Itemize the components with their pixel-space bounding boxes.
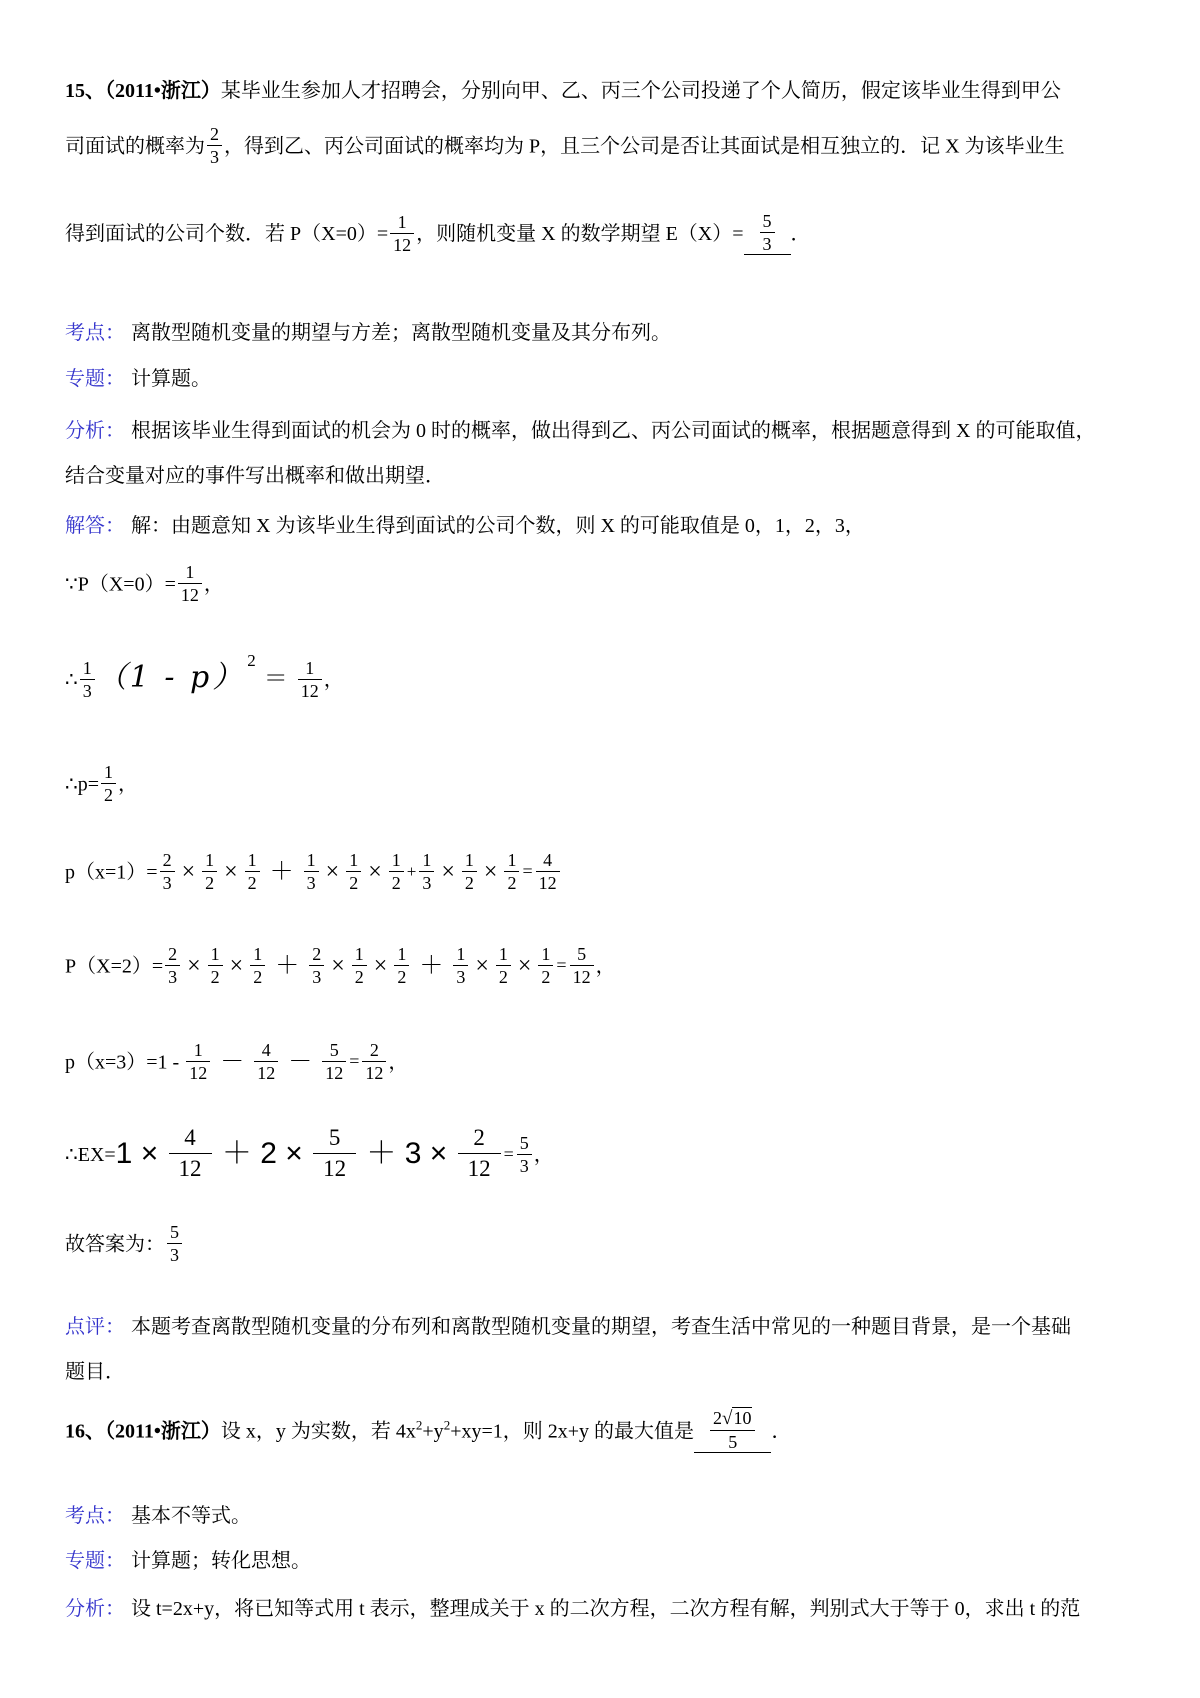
fraction-numerator: 1 [82,657,92,678]
times-sign: × [187,952,201,979]
fraction-numerator: 1 [498,944,508,964]
fraction-denominator: 12 [362,1061,386,1083]
fraction-denominator: 3 [760,232,775,254]
fraction-denominator: 12 [458,1153,501,1182]
fraction-denominator: 12 [186,1061,210,1083]
dianping-label: 点评： [65,1316,125,1338]
p15-step-equation [65,648,344,704]
fraction [390,212,414,255]
p15-step-px2 [65,946,616,989]
fraction-denominator: 2 [538,965,553,987]
fraction-denominator: 12 [169,1153,212,1182]
fraction [309,944,324,987]
fraction-denominator: 2 [504,871,519,893]
times-sign: × [517,952,532,979]
fraction [462,850,477,893]
fraction-numerator: 1 [464,850,474,870]
text: ． [771,1420,792,1443]
text: ∴EX= [65,1143,116,1166]
fraction-denominator: 3 [419,871,434,893]
p15-answer-line [65,1224,184,1267]
p15-step-px1 [65,852,562,895]
answer-blank [744,211,791,255]
fraction-denominator: 2 [245,871,260,893]
radicand: 10 [733,1408,752,1428]
text: 故答案为： [65,1233,165,1256]
text: ∴p= [65,773,100,796]
zhuanti-label: 专题： [65,368,125,390]
fraction [254,1040,278,1083]
fraction-numerator: 2 [162,850,172,870]
times-sign: × [441,858,455,885]
times-sign: × [325,858,340,885]
fraction-denominator: 12 [178,583,202,605]
text: +y [422,1420,444,1443]
fraction-numerator: 5 [170,1222,179,1242]
fraction-denominator: 12 [536,871,560,893]
fraction-numerator: 1 [354,944,364,964]
p15-fenxi-line-1 [65,416,1095,446]
p15-title-line [65,76,1061,106]
dianping-text: 本题考查离散型随机变量的分布列和离散型随机变量的期望，考查生活中常见的一种题目背景，是一个基础 [131,1316,1071,1338]
fraction-denominator: 12 [570,965,594,987]
fraction-numerator: 1 [306,850,316,870]
fraction-numerator: 5 [328,1125,341,1150]
fraction [207,124,222,167]
fraction-numerator: 2 [168,944,178,964]
big-term: 1 × [115,1136,167,1170]
fraction [167,1222,182,1265]
equals-sign: = [349,1051,360,1072]
equals-sign: = [556,955,567,976]
fraction-numerator: 4 [543,850,553,870]
fenxi-text: 根据该毕业生得到面试的机会为 0 时的概率，做出得到乙、丙公司面试的概率，根据题意得到 X 的可能取值， [131,420,1096,442]
fraction-denominator: 5 [710,1430,755,1452]
fraction-numerator: 1 [253,944,263,964]
equals-sign: = [503,1143,514,1164]
fenxi-text: 设 t=2x+y，将已知等式用 t 表示，整理成关于 x 的二次方程，二次方程有解，判别式大于等于 0，求出 t 的范 [131,1598,1081,1620]
fraction [570,944,594,987]
fraction [186,1040,210,1083]
fraction [178,562,202,605]
text: ∴ [65,669,78,691]
fraction [298,658,322,701]
fraction [250,944,265,987]
fraction [101,762,116,805]
p15-kaodian-line [65,318,671,348]
text: 司面试的概率为 [65,135,205,158]
big-term: ＋ 2 × [213,1136,312,1170]
fraction-denominator: 3 [453,965,468,987]
problem-number: 16、（2011•浙江） [65,1420,221,1443]
times-sign: × [181,858,196,885]
text: ， [203,573,224,596]
fraction-denominator: 2 [208,965,223,987]
fraction-numerator: 1 [397,944,407,964]
text: P（X=2）= [65,955,164,978]
fraction-numerator: 1 [349,850,359,870]
fraction [394,944,409,987]
coefficient: 2 [713,1408,723,1428]
fraction-denominator: 2 [389,871,404,893]
text: 某毕业生参加人才招聘会，分别向甲、乙、丙三个公司投递了个人简历，假定该毕业生得到甲公 [220,80,1061,102]
text: ，得到乙、丙公司面试的概率均为 P，且三个公司是否让其面试是相互独立的．记 X 为该毕业生 [224,135,1065,158]
operator: － [288,1048,313,1075]
fraction-denominator: 2 [394,965,409,987]
fraction-denominator: 2 [101,783,116,805]
fraction-denominator: 12 [254,1061,278,1083]
fraction-denominator: 3 [304,871,319,893]
fraction-denominator: 2 [250,965,265,987]
fraction-denominator: 3 [167,1243,182,1265]
fraction-denominator: 12 [390,233,414,255]
p15-dianping-line-1 [65,1312,1071,1342]
text: ， [118,773,139,796]
fraction-numerator: 5 [762,211,772,231]
fraction-numerator: 1 [391,850,401,870]
fraction-denominator: 3 [165,965,180,987]
problem-number: 15、（2011•浙江） [65,80,221,102]
fraction-numerator: 5 [577,944,587,964]
superscript: 2 [247,651,256,670]
p15-step-px3 [65,1042,408,1085]
fraction-numerator: 1 [104,762,114,782]
operator: ＝ [263,666,288,693]
operator: ＋ [419,952,444,979]
fraction-denominator: 12 [298,679,322,701]
p16-fenxi-line [65,1594,1080,1624]
operator-small: + [406,861,417,881]
fraction [80,658,95,701]
fraction-numerator: 2 [369,1040,379,1060]
times-sign: × [224,858,238,885]
fraction [760,211,775,254]
fenxi-label: 分析： [65,420,125,442]
text: ，则随机变量 X 的数学期望 E（X）= [416,222,744,245]
fraction [496,944,511,987]
text: 得到面试的公司个数．若 P（X=0）= [65,222,389,245]
operator: － [220,1048,245,1075]
fraction-denominator: 3 [160,871,175,893]
big-term: ＋ 3 × [358,1136,456,1170]
fraction-denominator: 3 [80,679,95,701]
fraction-numerator: 2 [210,124,219,144]
fraction [346,850,361,893]
fraction-numerator: 4 [261,1040,271,1060]
dianping-text-2: 题目． [65,1361,125,1383]
fraction-numerator: 1 [193,1040,203,1060]
text: ， [533,1143,554,1166]
fraction-denominator: 2 [346,871,361,893]
fraction [313,1125,356,1182]
fraction [352,944,367,987]
text: p（x=1）= [65,861,158,884]
fraction-denominator: 3 [309,965,324,987]
fraction-numerator: 1 [185,562,195,582]
fraction-numerator [710,1408,755,1430]
fenxi-text-2: 结合变量对应的事件写出概率和做出期望． [65,465,445,487]
p15-step-px0 [65,564,224,607]
fraction [458,1125,501,1182]
fraction [322,1040,346,1083]
p15-zhuanti-line [65,364,211,394]
fraction [304,850,319,893]
text: +xy=1，则 2x+y 的最大值是 [450,1420,695,1443]
fraction-numerator: 1 [210,944,220,964]
text: ∵P（X=0）= [65,573,176,596]
jieda-text: 解：由题意知 X 为该毕业生得到面试的公司个数，则 X 的可能取值是 0，1，2，3， [131,515,865,537]
fraction-numerator: 1 [397,211,407,232]
fraction [536,850,560,893]
zhuanti-label: 专题： [65,1550,125,1572]
fraction-numerator: 2 [312,944,322,964]
radical-sign: √ [722,1408,733,1429]
fraction-denominator: 12 [313,1153,356,1182]
superscript: 2 [443,1417,451,1433]
p16-title-line [65,1410,791,1455]
text: ， [388,1051,409,1074]
p16-kaodian-line [65,1501,251,1531]
zhuanti-text: 计算题；转化思想。 [131,1550,311,1572]
fraction [169,1125,212,1182]
p15-step-ex [65,1125,554,1185]
operator: ＋ [275,952,300,979]
p15-jieda-line [65,511,865,541]
text: ． [790,222,811,245]
kaodian-text: 离散型随机变量的期望与方差；离散型随机变量及其分布列。 [131,322,671,344]
fraction [202,850,217,893]
fraction [710,1408,755,1452]
fraction-denominator: 2 [462,871,477,893]
fraction [419,850,434,893]
fraction [245,850,260,893]
fraction [362,1040,386,1083]
kaodian-label: 考点： [65,1505,125,1527]
times-sign: × [373,952,388,979]
fraction-numerator: 2 [473,1125,485,1150]
fraction-denominator: 3 [207,145,222,167]
fraction-denominator: 2 [496,965,511,987]
p15-line3 [65,213,811,257]
fraction-numerator: 1 [305,657,315,678]
fraction-numerator: 1 [507,850,517,870]
text: p（x=3）=1 - [65,1051,185,1074]
fraction-denominator: 3 [517,1154,532,1176]
text: ， [595,955,616,978]
times-sign: × [483,858,498,885]
operator: ＋ [269,858,294,885]
fraction-numerator: 1 [422,850,432,870]
kaodian-label: 考点： [65,322,125,344]
fraction-numerator: 5 [329,1040,339,1060]
text: ， [323,669,344,691]
p16-zhuanti-line [65,1546,311,1576]
fraction [517,1133,532,1176]
fraction [504,850,519,893]
fraction [453,944,468,987]
fraction [208,944,223,987]
fraction-numerator: 4 [184,1125,196,1150]
fraction [538,944,553,987]
fraction-numerator: 5 [519,1132,529,1153]
fraction-numerator: 1 [541,944,551,964]
superscript: 2 [415,1417,423,1433]
times-sign: × [368,858,382,885]
p15-dianping-line-2 [65,1357,125,1387]
text: 设 x，y 为实数，若 4x [220,1420,416,1443]
times-sign: × [475,952,489,979]
fraction-denominator: 2 [352,965,367,987]
fraction-numerator: 1 [247,850,257,870]
fraction [165,944,180,987]
equals-sign: = [522,861,533,882]
fraction [389,850,404,893]
fraction-denominator: 2 [202,871,217,893]
jieda-label: 解答： [65,515,125,537]
answer-blank [694,1408,771,1453]
p15-fenxi-line-2 [65,461,445,491]
zhuanti-text: 计算题。 [131,368,211,390]
math-expression: （1 - p） [96,659,246,695]
fraction-denominator: 12 [322,1061,346,1083]
times-sign: × [331,952,345,979]
p15-step-p-value [65,764,138,807]
fraction-numerator: 1 [456,944,466,964]
times-sign: × [229,952,244,979]
fraction [160,850,175,893]
p15-line2 [65,126,1065,169]
kaodian-text: 基本不等式。 [131,1505,251,1527]
fenxi-label: 分析： [65,1598,125,1620]
fraction-numerator: 1 [205,850,215,870]
